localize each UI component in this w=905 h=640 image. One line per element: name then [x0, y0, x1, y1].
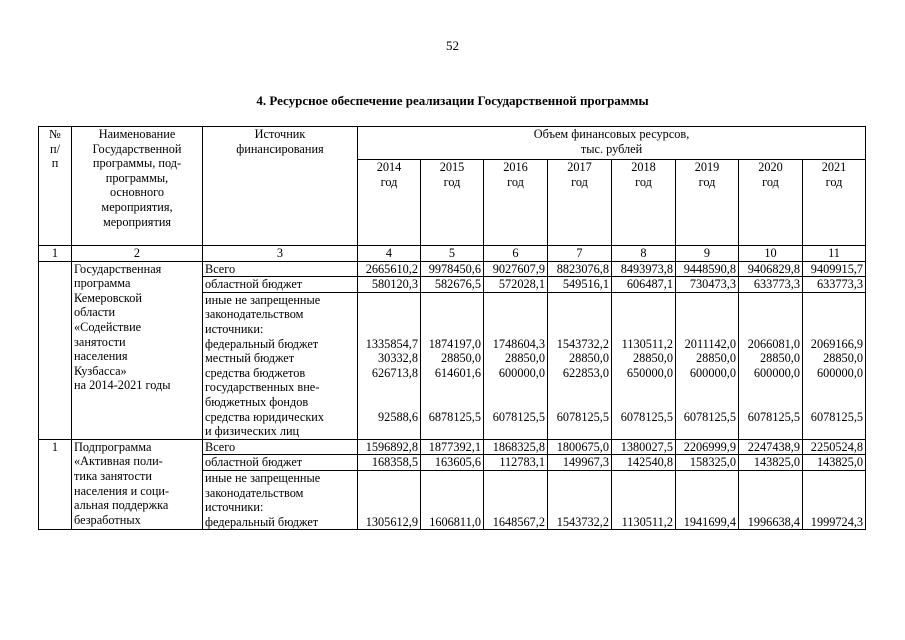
funding-source-line: Всего — [205, 261, 236, 276]
funding-value-line: 1999724,3 — [810, 514, 864, 529]
column-number: 7 — [548, 246, 612, 262]
funding-source-line: и физических лиц — [205, 424, 300, 439]
program-name-line: Кузбасса» — [74, 363, 127, 378]
program-name-line: программа — [74, 276, 131, 291]
funding-value-line — [678, 486, 736, 501]
funding-value: 2247438,9 — [739, 439, 803, 455]
program-name-line: населения и соци- — [74, 483, 170, 498]
header-year-line: 2017 — [567, 160, 592, 174]
header-number-line: п/ — [50, 141, 60, 156]
funding-source-line: источники: — [205, 500, 264, 515]
column-number: 8 — [612, 246, 676, 262]
funding-value-line: 6078125,5 — [620, 409, 673, 424]
funding-value-line: 2011142,0 — [684, 336, 736, 351]
header-source — [203, 127, 358, 246]
funding-value-line — [423, 380, 481, 395]
program-name-line: «Содействие — [74, 319, 142, 334]
funding-source-line: иные не запрещенные — [205, 470, 321, 485]
resource-table — [38, 126, 866, 530]
funding-value: 9448590,8 — [676, 261, 739, 277]
funding-value-line — [360, 500, 418, 515]
funding-value-line: 1305612,9 — [365, 514, 418, 529]
header-year — [548, 160, 612, 246]
funding-value — [803, 470, 866, 529]
funding-value-line — [550, 471, 609, 486]
funding-value: 158325,0 — [676, 455, 739, 471]
header-name — [72, 127, 203, 246]
funding-source-line: средства бюджетов — [205, 365, 306, 380]
funding-source-line: средства юридических — [205, 409, 325, 424]
funding-value-line: 6878125,5 — [428, 409, 481, 424]
funding-value-line — [486, 500, 545, 515]
funding-value — [612, 470, 676, 529]
header-year-line: 2014 — [376, 160, 402, 174]
program-name-line: альная поддержка — [74, 498, 169, 513]
funding-value — [484, 470, 548, 529]
column-number: 4 — [358, 246, 421, 262]
funding-value-line — [360, 293, 418, 308]
funding-value: 1380027,5 — [612, 439, 676, 455]
header-volume-line: Объем финансовых ресурсов, — [533, 127, 690, 141]
funding-value-line — [486, 395, 545, 410]
funding-value — [548, 292, 612, 439]
funding-source-line: областной бюджет — [205, 455, 303, 470]
funding-value-line — [614, 471, 673, 486]
funding-value: 1800675,0 — [548, 439, 612, 455]
funding-value-line — [678, 380, 736, 395]
funding-value-line: 600000,0 — [689, 365, 736, 380]
funding-value-line: 92588,6 — [378, 409, 418, 424]
funding-source-line: государственных вне- — [205, 380, 320, 395]
funding-value-line — [614, 293, 673, 308]
funding-value-line: 28850,0 — [505, 351, 545, 366]
funding-value — [612, 292, 676, 439]
funding-value-line — [805, 471, 863, 486]
funding-value: 143825,0 — [739, 455, 803, 471]
funding-source-line: иные не запрещенные — [205, 292, 321, 307]
funding-value-line — [614, 486, 673, 501]
funding-value-line: 28850,0 — [441, 351, 481, 366]
funding-value-line — [550, 322, 609, 337]
program-name — [72, 439, 203, 530]
funding-value — [358, 292, 421, 439]
funding-value-line: 622853,0 — [562, 365, 609, 380]
table-row — [39, 261, 866, 277]
funding-value-line — [423, 307, 481, 322]
funding-value: 143825,0 — [803, 455, 866, 471]
funding-value-line — [805, 307, 863, 322]
funding-value-line: 2069166,9 — [810, 336, 864, 351]
funding-value-line — [360, 380, 418, 395]
funding-value-line — [741, 293, 800, 308]
header-volume — [358, 127, 866, 160]
funding-value-line: 1748604,3 — [492, 336, 545, 351]
header-source-line: Источник — [254, 127, 306, 141]
header-year-line: год — [507, 174, 524, 189]
funding-value-line — [423, 500, 481, 515]
funding-value-line — [423, 424, 481, 439]
header-year — [803, 160, 866, 246]
column-number: 9 — [676, 246, 739, 262]
funding-value-line — [741, 471, 800, 486]
header-year-line: 2019 — [694, 160, 720, 174]
funding-value: 149967,3 — [548, 455, 612, 471]
funding-value-line — [614, 307, 673, 322]
funding-value-line — [550, 395, 609, 410]
table-row — [39, 439, 866, 455]
funding-value: 2250524,8 — [803, 439, 866, 455]
funding-source — [203, 455, 358, 471]
funding-value-line: 1130511,2 — [621, 336, 673, 351]
funding-value-line — [550, 307, 609, 322]
program-name-line: тика занятости — [74, 468, 152, 483]
funding-value-line — [360, 322, 418, 337]
table-body — [39, 127, 866, 530]
funding-value-line — [486, 322, 545, 337]
funding-value — [803, 292, 866, 439]
funding-value-line — [550, 293, 609, 308]
funding-value-line — [550, 424, 609, 439]
header-year-line: 2016 — [503, 160, 528, 174]
funding-value-line: 6078125,5 — [810, 409, 864, 424]
funding-value-line: 1130511,2 — [621, 514, 673, 529]
funding-source-line: местный бюджет — [205, 351, 295, 366]
funding-value: 168358,5 — [358, 455, 421, 471]
funding-value-line — [805, 500, 863, 515]
header-volume-line: тыс. рублей — [580, 141, 643, 156]
funding-value-line — [678, 322, 736, 337]
funding-source-line: законодательством — [205, 307, 304, 322]
header-year-line: год — [825, 174, 843, 189]
funding-value-line — [614, 424, 673, 439]
funding-value-line: 1543732,2 — [556, 514, 609, 529]
funding-value — [676, 470, 739, 529]
funding-value-line: 6078125,5 — [556, 409, 609, 424]
funding-value-line — [805, 380, 863, 395]
funding-value-line: 1941699,4 — [683, 514, 736, 529]
header-year-line: 2018 — [631, 160, 656, 174]
header-name-line: программы, — [105, 170, 169, 185]
column-number: 11 — [803, 246, 866, 262]
header-number — [39, 127, 72, 246]
funding-value-line — [360, 486, 418, 501]
header-year — [612, 160, 676, 246]
funding-value: 633773,3 — [803, 277, 866, 293]
funding-value: 580120,3 — [358, 277, 421, 293]
program-name-line: Кемеровской — [74, 290, 142, 305]
header-year-line: год — [698, 174, 716, 189]
funding-value-line — [678, 424, 736, 439]
funding-value: 9027607,9 — [484, 261, 548, 277]
funding-source-line: законодательством — [205, 485, 304, 500]
funding-value-line: 1606811,0 — [429, 514, 481, 529]
funding-value-line: 30332,8 — [378, 351, 418, 366]
funding-value-line — [550, 380, 609, 395]
column-number: 1 — [39, 246, 72, 262]
funding-value-line: 6078125,5 — [747, 409, 800, 424]
funding-value-line — [486, 293, 545, 308]
funding-value-line — [423, 486, 481, 501]
funding-value: 163605,6 — [421, 455, 484, 471]
funding-value-line — [805, 293, 863, 308]
funding-source — [203, 261, 358, 277]
funding-source — [203, 277, 358, 293]
header-year-line: год — [635, 174, 652, 189]
funding-value — [548, 470, 612, 529]
row-number: 1 — [39, 439, 72, 530]
funding-value-line: 600000,0 — [816, 365, 864, 380]
header-year-line: год — [380, 174, 398, 189]
funding-value: 549516,1 — [548, 277, 612, 293]
header-year — [358, 160, 421, 246]
funding-value-line — [486, 307, 545, 322]
funding-value-line — [614, 395, 673, 410]
funding-value-line — [678, 471, 736, 486]
funding-value-line: 28850,0 — [696, 351, 736, 366]
funding-value-line — [423, 395, 481, 410]
funding-value: 112783,1 — [484, 455, 548, 471]
funding-value-line — [805, 395, 863, 410]
funding-source — [203, 470, 358, 529]
header-year-line: 2020 — [758, 160, 783, 174]
funding-value-line — [550, 486, 609, 501]
header-year-line: год — [443, 174, 461, 189]
funding-value: 1596892,8 — [358, 439, 421, 455]
funding-value: 730473,3 — [676, 277, 739, 293]
header-name-line: мероприятия — [102, 214, 172, 229]
funding-value-line — [550, 500, 609, 515]
program-name — [72, 261, 203, 439]
funding-source-line: Всего — [205, 439, 236, 454]
funding-value: 1868325,8 — [484, 439, 548, 455]
funding-value — [421, 292, 484, 439]
column-number: 3 — [203, 246, 358, 262]
funding-value-line — [805, 322, 863, 337]
funding-value-line — [360, 471, 418, 486]
funding-value: 606487,1 — [612, 277, 676, 293]
funding-source-line: федеральный бюджет — [205, 514, 319, 529]
funding-value-line: 1543732,2 — [556, 336, 609, 351]
funding-value-line: 1648567,2 — [492, 514, 545, 529]
program-name-line: Государственная — [74, 261, 162, 276]
header-name-line: Наименование — [98, 127, 176, 141]
funding-value: 8823076,8 — [548, 261, 612, 277]
column-number: 10 — [739, 246, 803, 262]
funding-source-line: федеральный бюджет — [205, 336, 319, 351]
header-year — [739, 160, 803, 246]
funding-value-line: 28850,0 — [823, 351, 864, 366]
funding-value-line: 28850,0 — [633, 351, 673, 366]
funding-value-line — [678, 307, 736, 322]
header-name-line: основного — [109, 185, 165, 200]
funding-value — [421, 470, 484, 529]
funding-value-line — [741, 395, 800, 410]
funding-value: 633773,3 — [739, 277, 803, 293]
funding-value-line — [423, 471, 481, 486]
funding-value-line: 600000,0 — [498, 365, 545, 380]
funding-value-line — [486, 471, 545, 486]
funding-value — [676, 292, 739, 439]
header-source-line: финансирования — [236, 141, 324, 156]
header-name-line: мероприятия, — [101, 199, 173, 214]
header-number-line: п — [51, 156, 59, 171]
column-number-row — [39, 246, 866, 262]
funding-value: 572028,1 — [484, 277, 548, 293]
funding-value: 9406829,8 — [739, 261, 803, 277]
funding-value — [739, 292, 803, 439]
funding-value-line: 6078125,5 — [683, 409, 736, 424]
funding-value: 2206999,9 — [676, 439, 739, 455]
header-name-line: программы, под- — [92, 156, 182, 171]
funding-value-line — [741, 307, 800, 322]
funding-value-line: 1335854,7 — [365, 336, 418, 351]
funding-value-line — [805, 424, 863, 439]
funding-value-line: 614601,6 — [434, 365, 481, 380]
funding-value-line — [360, 307, 418, 322]
funding-value-line: 6078125,5 — [492, 409, 545, 424]
header-year-line: год — [762, 174, 779, 189]
funding-value-line: 28850,0 — [569, 351, 609, 366]
header-number-line: № — [49, 127, 61, 141]
funding-source — [203, 292, 358, 439]
funding-value-line: 600000,0 — [753, 365, 800, 380]
funding-value-line — [741, 486, 800, 501]
funding-value-line — [614, 380, 673, 395]
funding-value-line — [360, 395, 418, 410]
funding-value — [484, 292, 548, 439]
row-number — [39, 261, 72, 439]
column-number: 6 — [484, 246, 548, 262]
program-name-line: области — [74, 305, 116, 320]
page-number: 52 — [446, 38, 459, 53]
funding-value-line: 28850,0 — [760, 351, 800, 366]
funding-value-line — [486, 486, 545, 501]
funding-value-line — [360, 424, 418, 439]
header-year — [484, 160, 548, 246]
funding-value-line — [614, 322, 673, 337]
funding-value-line — [423, 322, 481, 337]
funding-value-line — [486, 424, 545, 439]
section-title: 4. Ресурсное обеспечение реализации Государственной программы — [256, 93, 649, 108]
program-name-line: занятости — [74, 334, 126, 349]
funding-value-line — [741, 380, 800, 395]
funding-value: 8493973,8 — [612, 261, 676, 277]
column-number: 5 — [421, 246, 484, 262]
funding-value: 1877392,1 — [421, 439, 484, 455]
funding-value-line: 626713,8 — [371, 365, 418, 380]
funding-value: 9978450,6 — [421, 261, 484, 277]
funding-value: 2665610,2 — [358, 261, 421, 277]
funding-value-line — [805, 486, 863, 501]
funding-value-line: 1874197,0 — [428, 336, 481, 351]
funding-value-line — [678, 500, 736, 515]
funding-value-line — [423, 293, 481, 308]
program-name-line: «Активная поли- — [74, 454, 163, 469]
funding-value-line: 1996638,4 — [747, 514, 800, 529]
funding-value: 142540,8 — [612, 455, 676, 471]
funding-source-line: областной бюджет — [205, 277, 303, 292]
header-name-line: Государственной — [92, 141, 182, 156]
funding-value: 9409915,7 — [803, 261, 866, 277]
program-name-line: на 2014-2021 годы — [74, 378, 171, 393]
funding-value — [358, 470, 421, 529]
funding-value: 582676,5 — [421, 277, 484, 293]
funding-source-line: бюджетных фондов — [205, 394, 309, 409]
funding-value-line — [614, 500, 673, 515]
funding-value-line — [741, 500, 800, 515]
header-year — [421, 160, 484, 246]
program-name-line: Подпрограмма — [74, 439, 152, 454]
header-row — [39, 127, 866, 160]
header-year-line: 2021 — [821, 160, 847, 174]
funding-value-line: 650000,0 — [626, 365, 673, 380]
funding-value-line — [678, 395, 736, 410]
header-year — [676, 160, 739, 246]
funding-source — [203, 439, 358, 455]
program-name-line: населения — [74, 349, 128, 364]
funding-value-line — [678, 293, 736, 308]
program-name-line: безработных — [74, 512, 141, 527]
funding-value-line: 2066081,0 — [747, 336, 800, 351]
header-year-line: год — [571, 174, 588, 189]
funding-value-line — [741, 322, 800, 337]
funding-value-line — [741, 424, 800, 439]
funding-source-line: источники: — [205, 321, 264, 336]
funding-value — [739, 470, 803, 529]
funding-value-line — [486, 380, 545, 395]
header-year-line: 2015 — [439, 160, 465, 174]
column-number: 2 — [72, 246, 203, 262]
